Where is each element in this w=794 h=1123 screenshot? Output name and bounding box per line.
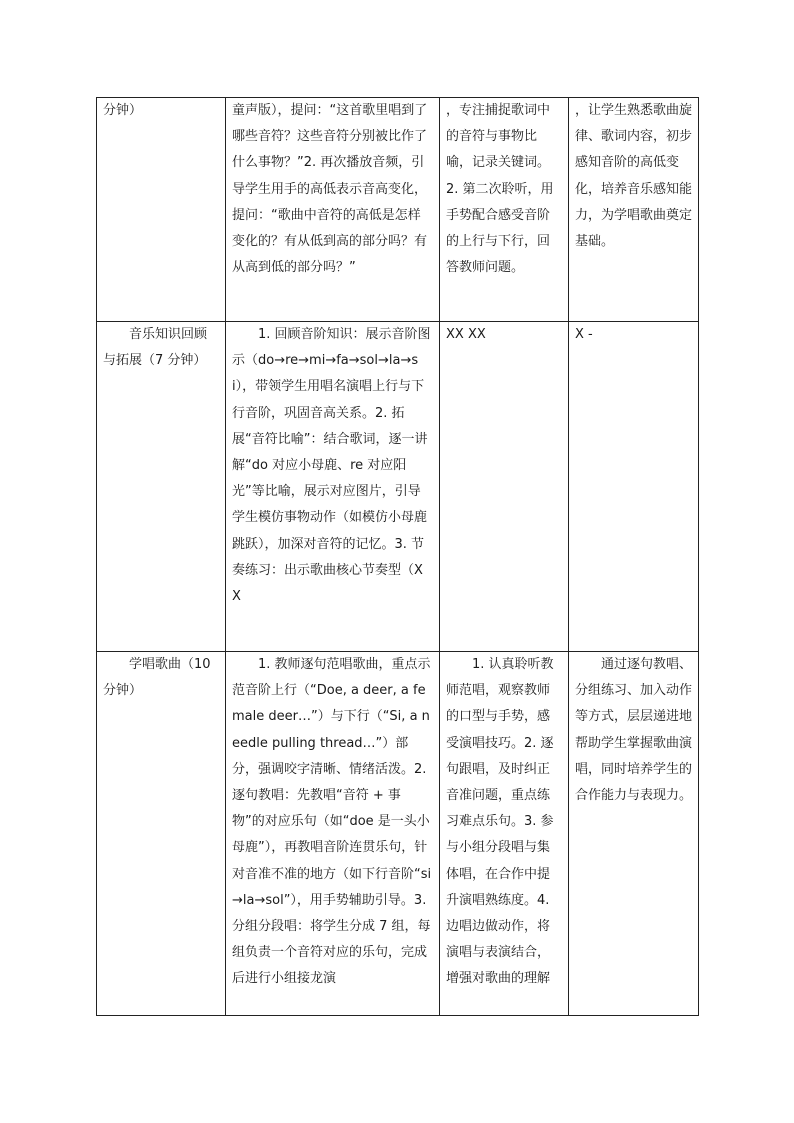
table-row — [97, 322, 699, 652]
design-intent-cell: X - — [569, 322, 699, 652]
student-activity-cell: 1. 认真聆听教师范唱，观察教师的口型与手势，感受演唱技巧。2. 逐句跟唱，及时纠正音准问题，重点练习难点乐句。3. 参与小组分段唱与集体唱，在合作中提升演唱熟练度。4. 边唱边做动作，将演唱与表演结合，增强对歌曲的理解 — [440, 652, 569, 1016]
design-intent-cell: 通过逐句教唱、分组练习、加入动作等方式，层层递进地帮助学生掌握歌曲演唱，同时培养学生的合作能力与表现力。 — [569, 652, 699, 1016]
table-row — [97, 652, 699, 1016]
phase-cell: 分钟） — [97, 98, 226, 322]
student-activity-cell: XX XX — [440, 322, 569, 652]
design-intent-cell: ，让学生熟悉歌曲旋律、歌词内容，初步感知音阶的高低变化，培养音乐感知能力，为学唱歌曲奠定基础。 — [569, 98, 699, 322]
phase-cell: 学唱歌曲（10 分钟） — [97, 652, 226, 1016]
student-activity-cell: ，专注捕捉歌词中的音符与事物比喻，记录关键词。2. 第二次聆听，用手势配合感受音阶的上行与下行，回答教师问题。 — [440, 98, 569, 322]
teacher-activity-cell: 1. 教师逐句范唱歌曲，重点示范音阶上行（“Doe, a deer, a female deer…”）与下行（“Si, a needle pulling thread…”）部分，强调咬字清晰、情绪活泼。2. 逐句教唱：先教唱“音符 + 事物”的对应乐句（如“doe 是一头小母鹿”），再教唱音阶连贯乐句，针对音准不准的地方（如下行音阶“si→la→sol”），用手势辅助引导。3. 分组分段唱：将学生分成 7 组，每组负责一个音符对应的乐句，完成后进行小组接龙演 — [226, 652, 440, 1016]
teacher-activity-cell: 1. 回顾音阶知识：展示音阶图示（do→re→mi→fa→sol→la→si），带领学生用唱名演唱上行与下行音阶，巩固音高关系。2. 拓展“音符比喻”：结合歌词，逐一讲解“do 对应小母鹿、re 对应阳光”等比喻，展示对应图片，引导学生模仿事物动作（如模仿小母鹿跳跃），加深对音符的记忆。3. 节奏练习：出示歌曲核心节奏型（X X — [226, 322, 440, 652]
lesson-plan-table — [96, 97, 699, 1016]
phase-cell: 音乐知识回顾与拓展（7 分钟） — [97, 322, 226, 652]
table-row — [97, 98, 699, 322]
teacher-activity-cell: 童声版），提问：“这首歌里唱到了哪些音符？这些音符分别被比作了什么事物？”2. 再次播放音频，引导学生用手的高低表示音高变化，提问：“歌曲中音符的高低是怎样变化的？有从低到高的部分吗？有从高到低的部分吗？” — [226, 98, 440, 322]
